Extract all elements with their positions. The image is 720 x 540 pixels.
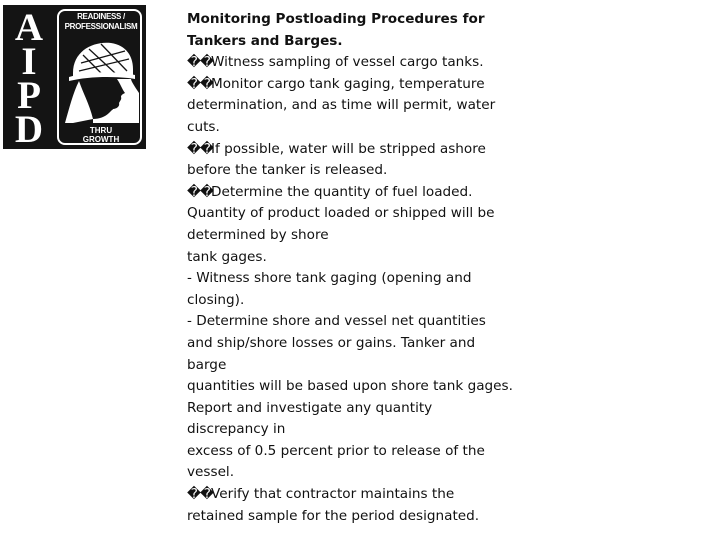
line-text: before the tanker is released. — [187, 162, 388, 179]
text-line — [187, 376, 712, 398]
line-text: discrepancy in — [187, 421, 286, 438]
bullet-item-line — [187, 52, 712, 74]
line-text: Determine the quantity of fuel loaded. — [211, 183, 473, 200]
procedure-body — [187, 52, 712, 527]
text-line — [187, 398, 712, 420]
logo-motto-top — [63, 12, 139, 32]
logo-motto-line: READINESS / — [77, 12, 125, 21]
text-line — [187, 355, 712, 377]
logo-motto-bottom — [63, 126, 139, 144]
line-text: determined by shore — [187, 226, 329, 243]
text-line — [187, 506, 712, 528]
logo-letter: I — [21, 40, 37, 83]
text-line — [187, 419, 712, 441]
line-text: Quantity of product loaded or shipped will be — [187, 205, 495, 222]
bullet-item-line — [187, 139, 712, 161]
text-line — [187, 290, 712, 312]
line-text: Witness sampling of vessel cargo tanks. — [211, 54, 484, 71]
logo-letter: A — [14, 6, 44, 49]
text-line — [187, 311, 712, 333]
line-text: retained sample for the period designated. — [187, 507, 480, 524]
bullet-icon: �� — [187, 75, 213, 92]
line-text: Verify that contractor maintains the — [211, 486, 455, 503]
line-text: - Witness shore tank gaging (opening and — [187, 270, 472, 287]
soldier-helmet-icon — [59, 33, 141, 123]
line-text: barge — [187, 356, 227, 373]
text-line — [187, 160, 712, 182]
text-line — [187, 268, 712, 290]
line-text: cuts. — [187, 118, 220, 135]
line-text: - Determine shore and vessel net quantities — [187, 313, 486, 330]
text-line — [187, 247, 712, 269]
text-line — [187, 462, 712, 484]
bullet-item-line — [187, 74, 712, 96]
text-line — [187, 203, 712, 225]
procedure-text — [187, 9, 712, 527]
line-text: closing). — [187, 291, 245, 308]
line-text: vessel. — [187, 464, 235, 481]
line-text: Monitor cargo tank gaging, temperature — [211, 75, 485, 92]
line-text: Report and investigate any quantity — [187, 399, 433, 416]
bullet-icon: �� — [187, 140, 213, 157]
bullet-icon: �� — [187, 54, 213, 71]
logo-motto-line: PROFESSIONALISM — [64, 22, 138, 31]
page-title-line: Monitoring Postloading Procedures for — [187, 11, 485, 27]
logo-letter: D — [14, 108, 44, 149]
text-line — [187, 95, 712, 117]
bullet-icon: �� — [187, 183, 213, 200]
text-line — [187, 225, 712, 247]
logo-motto-line: GROWTH — [82, 135, 120, 144]
line-text: tank gages. — [187, 248, 267, 265]
bullet-item-line — [187, 484, 712, 506]
text-line — [187, 117, 712, 139]
line-text: excess of 0.5 percent prior to release of the — [187, 442, 485, 459]
line-text: and ship/shore losses or gains. Tanker and — [187, 334, 476, 351]
page-title-line: Tankers and Barges. — [187, 32, 343, 49]
text-line — [187, 333, 712, 355]
line-text: quantities will be based upon shore tank gages. — [187, 378, 513, 395]
bullet-icon: �� — [187, 486, 213, 503]
line-text: If possible, water will be stripped ashore — [211, 140, 486, 157]
logo-motto-line: THRU — [89, 126, 113, 135]
text-line — [187, 441, 712, 463]
line-text: determination, and as time will permit, water — [187, 97, 496, 114]
logo-letter: P — [17, 74, 41, 117]
aipd-logo — [3, 5, 146, 149]
bullet-item-line — [187, 182, 712, 204]
logo-letters — [9, 6, 49, 149]
